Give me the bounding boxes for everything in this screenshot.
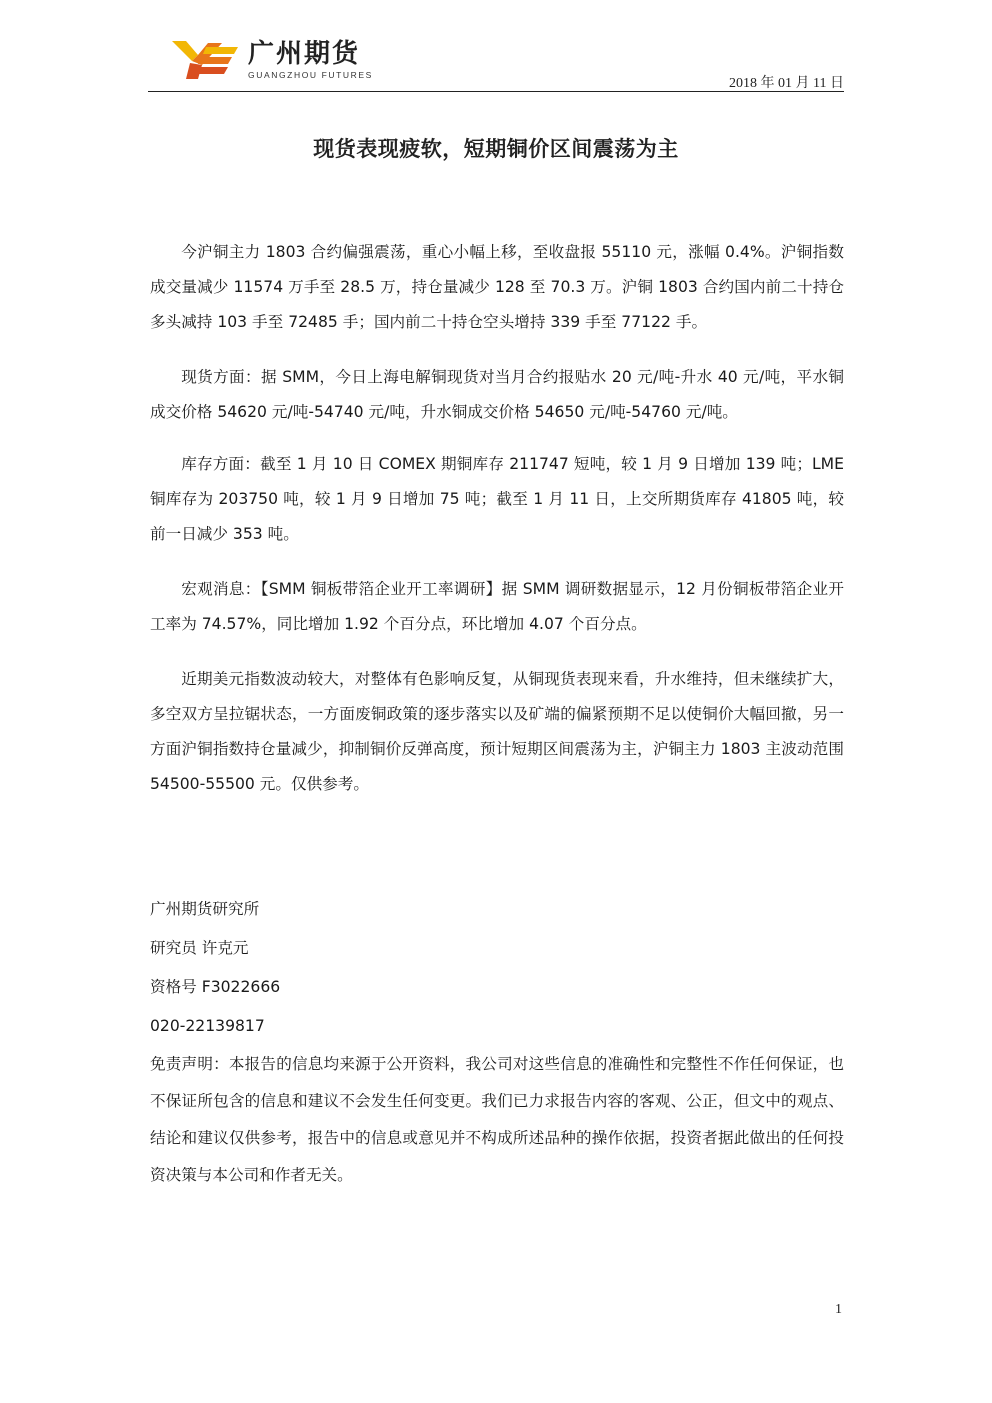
paragraph-spot: 现货方面：据 SMM，今日上海电解铜现货对当月合约报贴水 20 元/吨-升水 40 元/吨，平水铜成交价格 54620 元/吨-54740 元/吨，升水铜成交价格 54650 元/吨-54760 元/吨。 <box>150 368 844 421</box>
report-date: 2018 年 01 月 11 日 <box>729 76 844 91</box>
header-divider <box>148 91 844 92</box>
license-number: 资格号 F3022666 <box>150 978 281 996</box>
paragraph-market-summary: 今沪铜主力 1803 合约偏强震荡，重心小幅上移，至收盘报 55110 元，涨幅 0.4%。沪铜指数成交量减少 11574 万手至 28.5 万，持仓量减少 128 至 70.3 万。沪铜 1803 合约国内前二十持仓多头减持 103 手至 72485 手；国内前二十持仓空头增持 339 手至 77122 手。 <box>150 243 844 331</box>
brand-name-en: GUANGZHOU FUTURES <box>248 70 373 80</box>
researcher-name: 研究员 许克元 <box>150 939 249 957</box>
brand-name-cn: 广州期货 <box>248 39 361 69</box>
report-body <box>150 235 844 822</box>
paragraph-inventory: 库存方面：截至 1 月 10 日 COMEX 期铜库存 211747 短吨，较 1 月 9 日增加 139 吨；LME 铜库存为 203750 吨，较 1 月 9 日增加 75 吨；截至 1 月 11 日，上交所期货库存 41805 吨，较前一日减少 353 吨。 <box>150 455 844 543</box>
paragraph-macro: 宏观消息：【SMM 铜板带箔企业开工率调研】据 SMM 调研数据显示，12 月份铜板带箔企业开工率为 74.57%，同比增加 1.92 个百分点，环比增加 4.07 个百分点。 <box>150 580 844 633</box>
logo-mark-icon <box>172 39 240 81</box>
research-org: 广州期货研究所 <box>150 900 260 918</box>
report-footer <box>150 890 844 1194</box>
company-logo <box>172 38 373 82</box>
page-number: 1 <box>835 1302 842 1317</box>
phone-number: 020-22139817 <box>150 1017 265 1035</box>
disclaimer: 免责声明：本报告的信息均来源于公开资料，我公司对这些信息的准确性和完整性不作任何保证，也不保证所包含的信息和建议不会发生任何变更。我们已力求报告内容的客观、公正，但文中的观点、结论和建议仅供参考，报告中的信息或意见并不构成所述品种的操作依据，投资者据此做出的任何投资决策与本公司和作者无关。 <box>150 1055 844 1184</box>
paragraph-outlook: 近期美元指数波动较大，对整体有色影响反复，从铜现货表现来看，升水维持，但未继续扩大，多空双方呈拉锯状态，一方面废铜政策的逐步落实以及矿端的偏紧预期不足以使铜价大幅回撤，另一方面沪铜指数持仓量减少，抑制铜价反弹高度，预计短期区间震荡为主，沪铜主力 1803 主波动范围 54500-55500 元。仅供参考。 <box>150 670 844 793</box>
report-title: 现货表现疲软，短期铜价区间震荡为主 <box>313 137 679 161</box>
